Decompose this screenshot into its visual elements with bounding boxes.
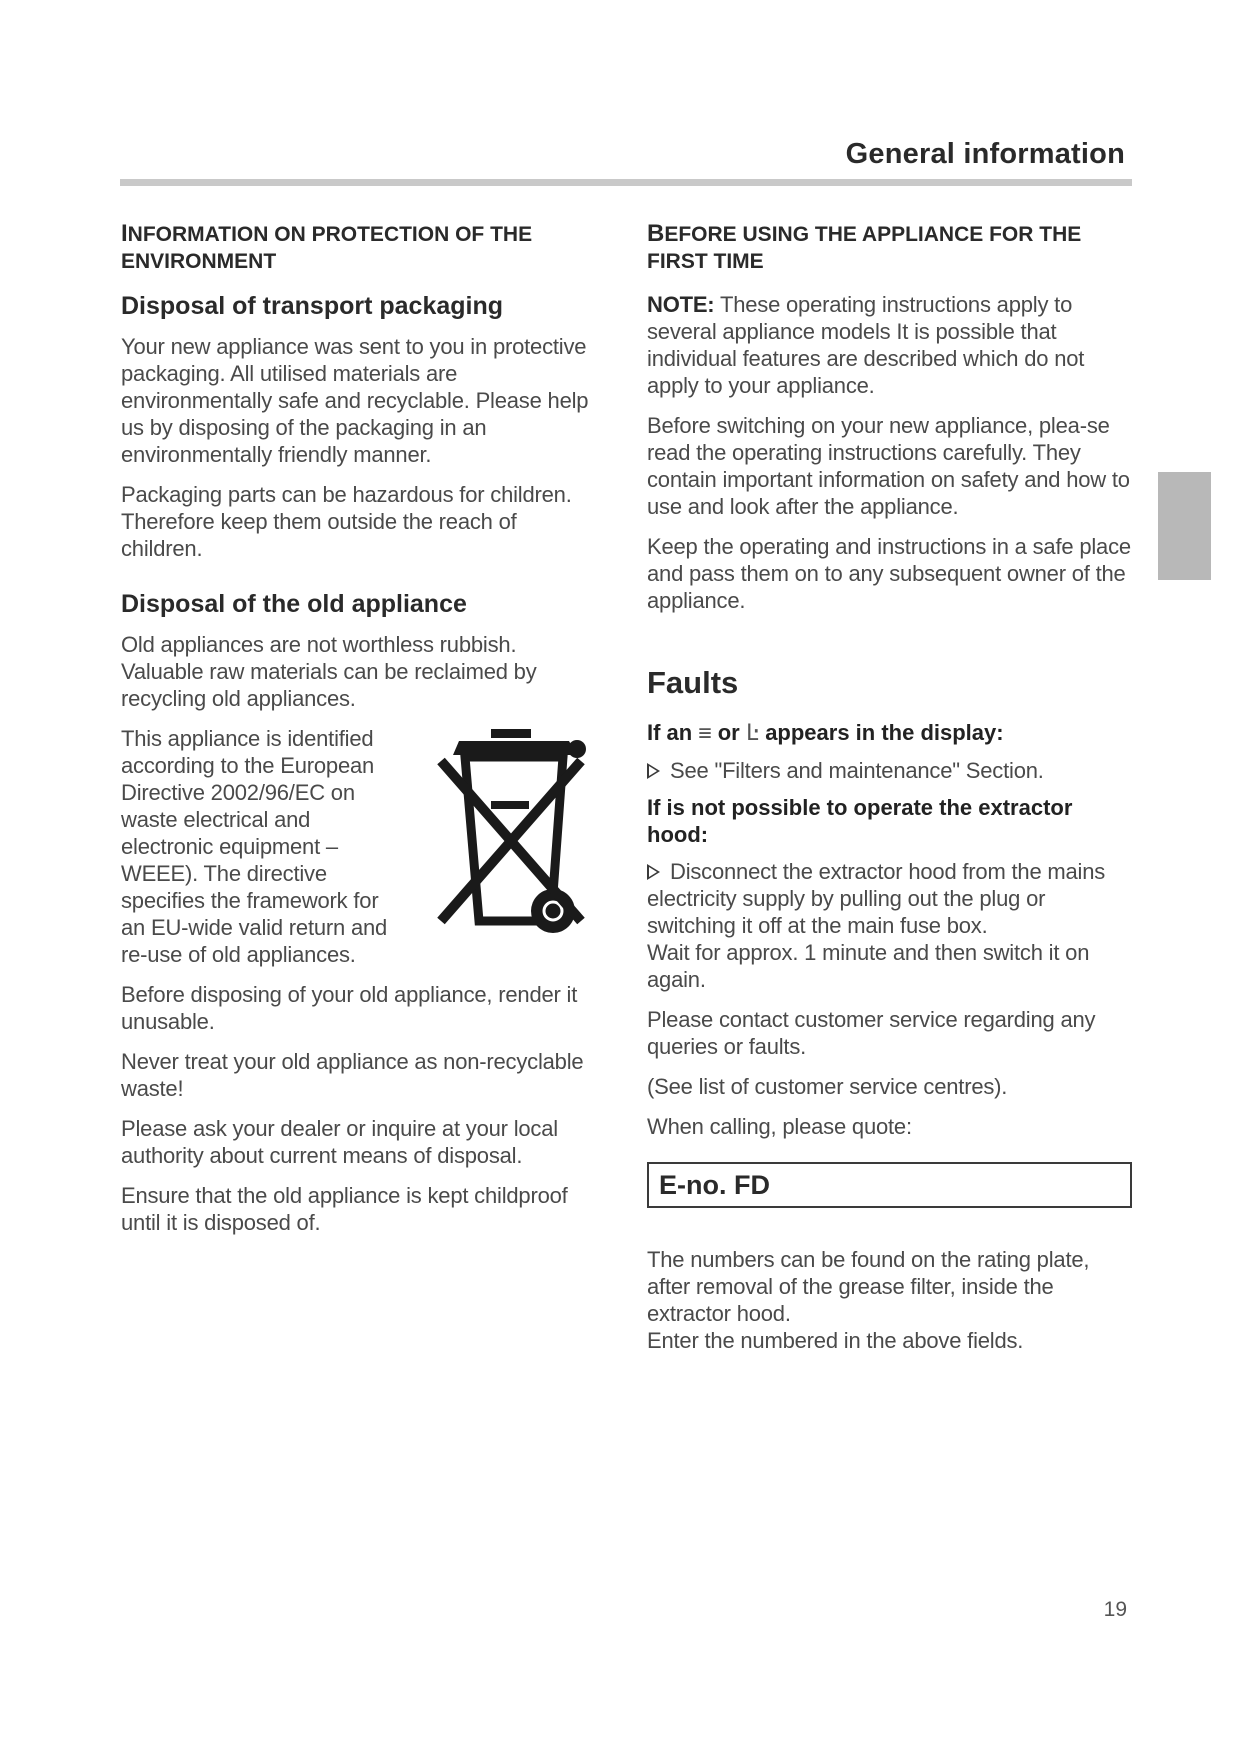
header-rule (120, 179, 1132, 186)
subheading-display-symbol: If an ≡ or Ŀ appears in the display: (647, 720, 1004, 746)
paragraph: The numbers can be found on the rating plate, after removal of the grease filter, inside the extractor hood. Enter the numbered in the above fields. (647, 1247, 1090, 1353)
page-title: General information (845, 138, 1125, 170)
eno-field-box: E-no. FD (647, 1162, 1132, 1208)
subheading-cannot-operate: If is not possible to operate the extractor hood: (647, 795, 1073, 847)
heading-old-appliance: Disposal of the old appliance (121, 590, 467, 618)
heading-transport-packaging: Disposal of transport packaging (121, 292, 504, 320)
weee-block (121, 725, 599, 968)
paragraph: When calling, please quote: (647, 1114, 912, 1139)
triangle-bullet-icon (647, 864, 660, 880)
paragraph: Your new appliance was sent to you in protective packaging. All utilised materials are environmentally safe and recyclable. Please help us by disposing of the packaging in an environmentally friendly manner. (121, 334, 589, 467)
section-heading-first-use: BEFORE USING THE APPLIANCE FOR THE FIRST TIME (647, 220, 1082, 273)
left-column (121, 220, 599, 1249)
paragraph: Ensure that the old appliance is kept childproof until it is disposed of. (121, 1183, 568, 1235)
paragraph: Please contact customer service regarding any queries or faults. (647, 1007, 1096, 1059)
heading-faults: Faults (647, 665, 739, 700)
paragraph: Old appliances are not worthless rubbish. Valuable raw materials can be reclaimed by recycling old appliances. (121, 632, 537, 711)
paragraph: Packaging parts can be hazardous for children. Therefore keep them outside the reach of children. (121, 482, 572, 561)
bullet-item: See "Filters and maintenance" Section. (647, 757, 1132, 784)
display-symbol-glyph: ≡ (698, 721, 712, 746)
triangle-bullet-icon (647, 763, 660, 779)
page-number: 19 (1103, 1598, 1127, 1621)
paragraph: Please ask your dealer or inquire at your local authority about current means of disposal. (121, 1116, 558, 1168)
side-tab-marker (1158, 472, 1211, 580)
note-paragraph: NOTE: These operating instructions apply to several appliance models It is possible that individual features are described which do not apply to your appliance. (647, 292, 1085, 398)
paragraph: This appliance is identified according to the European Directive 2002/96/EC on waste electrical and electronic equipment – WEEE). The directive specifies the framework for an EU-wide valid return and re-use of old appliances. (121, 726, 388, 967)
paragraph: (See list of customer service centres). (647, 1074, 1008, 1099)
crossed-out-wheeled-bin-icon (431, 721, 591, 951)
display-symbol-glyph: Ŀ (745, 721, 760, 746)
right-column (647, 220, 1132, 1367)
paragraph: Before disposing of your old appliance, render it unusable. (121, 982, 578, 1034)
paragraph: Never treat your old appliance as non-recyclable waste! (121, 1049, 584, 1101)
bullet-item: Disconnect the extractor hood from the mains electricity supply by pulling out the plug or switching it off at the main fuse box. Wait for approx. 1 minute and then switch it on again. (647, 859, 1106, 992)
paragraph: Keep the operating and instructions in a safe place and pass them on to any subsequent owner of the appliance. (647, 534, 1131, 613)
section-heading-environment: INFORMATION ON PROTECTION OF THE ENVIRONMENT (121, 220, 533, 273)
paragraph: Before switching on your new appliance, plea-se read the operating instructions carefully. They contain important information on safety and how to use and look after the appliance. (647, 413, 1130, 519)
note-label: NOTE: (647, 292, 715, 317)
